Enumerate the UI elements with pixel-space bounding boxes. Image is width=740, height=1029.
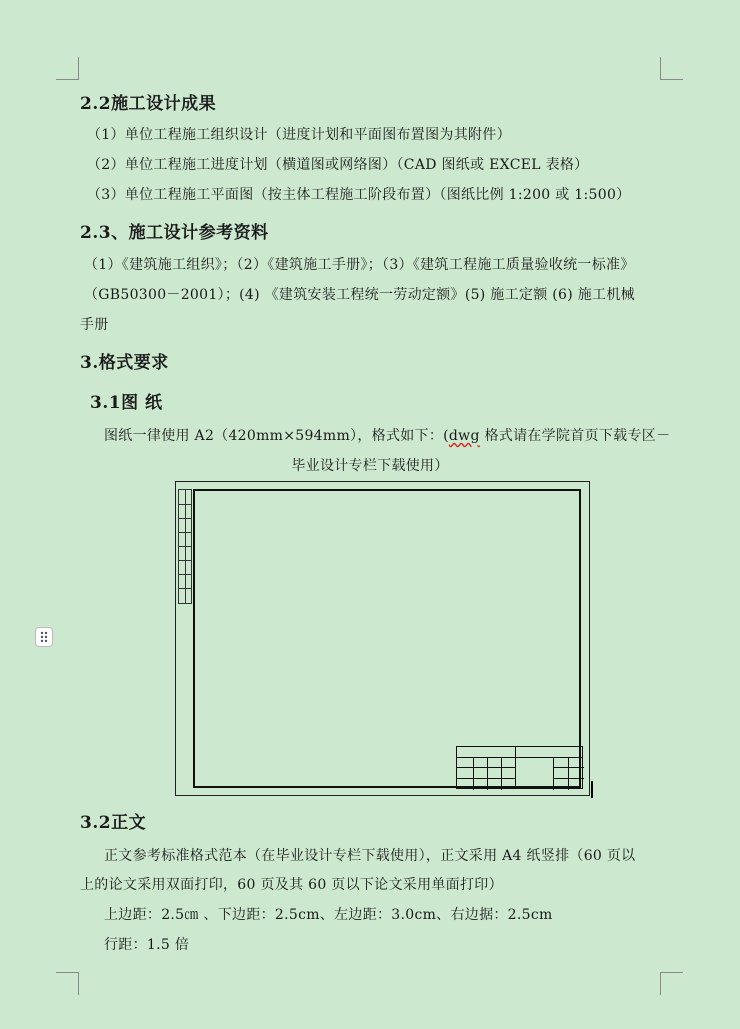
section-2-2-heading: 2.2施工设计成果 (80, 94, 217, 114)
crop-mark-bottom-left (56, 972, 79, 995)
section-2-3-line-3: 手册 (80, 317, 109, 333)
section-3-2-line-1: 正文参考标准格式范本（在毕业设计专栏下载使用），正文采用 A4 纸竖排（60 页以 (104, 848, 636, 864)
section-3-2-line-3: 上边距：2.5㎝ 、下边距：2.5cm、左边距：3.0cm、右边据：2.5cm (104, 907, 553, 923)
section-3-1-line-2: 毕业设计专栏下载使用） (291, 458, 449, 474)
section-2-2-item-2: （2）单位工程施工进度计划（横道图或网络图）（CAD 图纸或 EXCEL 表格） (87, 157, 589, 173)
section-3-1-heading: 3.1图 纸 (90, 393, 163, 413)
section-3-heading: 3.格式要求 (80, 353, 169, 373)
section-3-1-line-1-post: 格式请在学院首页下载专区－ (479, 428, 671, 444)
section-2-3-heading: 2.3、施工设计参考资料 (80, 223, 269, 243)
section-3-2-line-4: 行距：1.5 倍 (104, 937, 190, 953)
drawing-border (193, 489, 581, 788)
section-3-2-heading: 3.2正文 (80, 813, 147, 833)
drag-handle-icon[interactable] (35, 627, 53, 647)
crop-mark-top-left (56, 57, 79, 80)
section-2-2-item-1: （1）单位工程施工组织设计（进度计划和平面图布置图为其附件） (87, 127, 511, 143)
binding-strip (178, 489, 192, 604)
text-cursor (591, 781, 593, 798)
section-2-3-line-2: （GB50300－2001）；(4) 《建筑安装工程统一劳动定额》(5) 施工定额 (6) 施工机械 (84, 287, 635, 303)
title-block (456, 746, 583, 789)
section-2-3-line-1: （1）《建筑施工组织》；（2）《建筑施工手册》；（3）《建筑工程施工质量验收统一标准》 (84, 257, 635, 273)
section-3-2-line-2: 上的论文采用双面打印，60 页及其 60 页以下论文采用单面打印） (80, 877, 503, 893)
crop-mark-top-right (660, 57, 683, 80)
section-3-1-line-1 (104, 425, 670, 445)
spelling-error-dwg[interactable]: dwg (448, 428, 480, 444)
section-3-1-line-1-pre: 图纸一律使用 A2（420mm×594mm），格式如下：( (104, 428, 449, 444)
section-2-2-item-3: （3）单位工程施工平面图（按主体工程施工阶段布置）（图纸比例 1:200 或 1:500） (87, 187, 631, 203)
crop-mark-bottom-right (660, 972, 683, 995)
a2-drawing-frame-image[interactable] (175, 481, 590, 796)
